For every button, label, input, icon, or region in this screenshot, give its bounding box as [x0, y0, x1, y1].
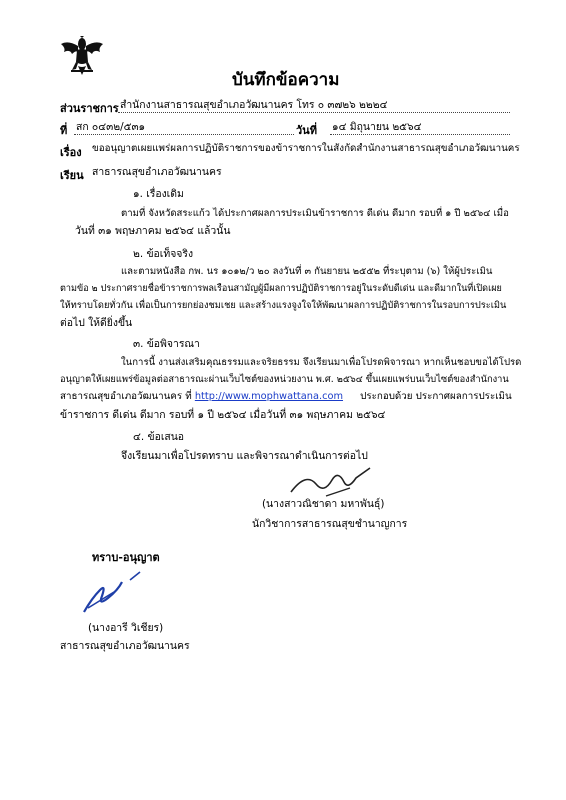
- date-value: ๑๔ มิถุนายน ๒๕๖๔: [332, 121, 422, 133]
- memo-title: บันทึกข้อความ: [232, 70, 340, 90]
- section-2-heading: ๒. ข้อเท็จจริง: [133, 248, 194, 260]
- approver-name: (นางอารี วิเชียร): [88, 622, 164, 634]
- section-3-line-3: [60, 390, 512, 404]
- agency-dotted-line: [118, 112, 510, 113]
- ref-label: ที่: [60, 124, 68, 137]
- subject-label: เรื่อง: [60, 146, 82, 159]
- section-2-line-2: ตามข้อ ๒ ประกาศรายชื่อข้าราชการพลเรือนสามัญผู้มีผลการปฏิบัติราชการอยู่ในระดับดีเด่น และดีมากในที่เปิดเผย: [60, 284, 502, 294]
- section-1-heading: ๑. เรื่องเดิม: [133, 188, 184, 200]
- approval-label: ทราบ-อนุญาต: [92, 551, 160, 564]
- section-3-line-3-post: ประกอบด้วย ประกาศผลการประเมิน: [360, 391, 512, 402]
- agency-label: ส่วนราชการ: [60, 102, 119, 115]
- subject-value: ขออนุญาตเผยแพร่ผลการปฏิบัติราชการของข้าราชการในสังกัดสำนักงานสาธารณสุขอำเภอวัฒนานคร: [92, 143, 520, 154]
- website-link[interactable]: http://www.mophwattana.com: [194, 391, 344, 402]
- section-1-line-1: ตามที่ จังหวัดสระแก้ว ได้ประกาศผลการประเมินข้าราชการ ดีเด่น ดีมาก รอบที่ ๑ ปี ๒๕๖๔ เมื่อ: [121, 208, 509, 219]
- section-4-line-1: จึงเรียนมาเพื่อโปรดทราบ และพิจารณาดำเนินการต่อไป: [121, 450, 368, 462]
- approver-position: สาธารณสุขอำเภอวัฒนานคร: [60, 640, 190, 652]
- ref-dotted-line: [74, 134, 294, 135]
- date-dotted-line: [330, 134, 510, 135]
- garuda-emblem: [60, 36, 104, 76]
- approver-signature: [78, 568, 148, 618]
- section-3-line-1: ในการนี้ งานส่งเสริมคุณธรรมและจริยธรรม จึงเรียนมาเพื่อโปรดพิจารณา หากเห็นชอบขอได้โปรด: [121, 357, 522, 368]
- section-3-line-3-pre: สาธารณสุขอำเภอวัฒนานคร ที่: [60, 391, 192, 402]
- section-2-line-3: ให้ทราบโดยทั่วกัน เพื่อเป็นการยกย่องชมเชย และสร้างแรงจูงใจให้พัฒนาผลการปฏิบัติราชการในรอบการประเมิน: [60, 300, 507, 311]
- signer-name: (นางสาวณิชาดา มหาพันธุ์): [262, 498, 385, 510]
- section-4-heading: ๔. ข้อเสนอ: [133, 431, 185, 443]
- section-1-line-2: วันที่ ๓๑ พฤษภาคม ๒๕๖๔ แล้วนั้น: [75, 225, 231, 237]
- ref-value: สก ๐๔๓๒/๕๓๑: [76, 121, 146, 133]
- section-3-line-2: อนุญาตให้เผยแพร่ข้อมูลต่อสาธารณะผ่านเว็บไซต์ของหน่วยงาน พ.ศ. ๒๕๖๔ ขึ้นเผยแพร่บนเว็บไซต์ของสำนักงาน: [60, 374, 509, 385]
- section-3-heading: ๓. ข้อพิจารณา: [133, 338, 200, 350]
- signer-signature: [286, 462, 376, 502]
- section-2-line-4: ต่อไป ให้ดียิ่งขึ้น: [60, 317, 133, 329]
- section-2-line-1: และตามหนังสือ กพ. นร ๑๐๑๒/ว ๒๐ ลงวันที่ ๓ กันยายน ๒๕๕๒ ที่ระบุตาม (๖) ให้ผู้ประเมิน: [121, 266, 493, 277]
- date-label: วันที่: [296, 124, 317, 137]
- agency-value: สำนักงานสาธารณสุขอำเภอวัฒนานคร โทร ๐ ๓๗๒๖ ๒๒๒๔: [120, 99, 388, 111]
- to-value: สาธารณสุขอำเภอวัฒนานคร: [92, 166, 222, 178]
- section-3-line-4: ข้าราชการ ดีเด่น ดีมาก รอบที่ ๑ ปี ๒๕๖๔ เมื่อวันที่ ๓๑ พฤษภาคม ๒๕๖๔: [60, 409, 386, 421]
- signer-position: นักวิชาการสาธารณสุขชำนาญการ: [252, 518, 408, 530]
- to-label: เรียน: [60, 169, 84, 182]
